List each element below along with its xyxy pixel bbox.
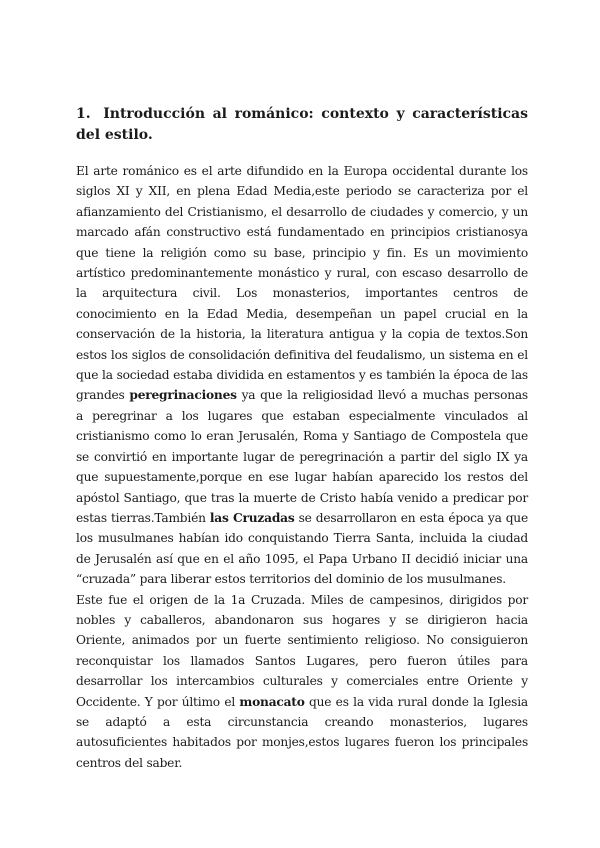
section-title: Introducción al románico: contexto y características del estilo. [76, 106, 528, 143]
bold-term-peregrinaciones: peregrinaciones [129, 388, 237, 403]
paragraph-2 [76, 590, 528, 774]
bold-term-las-cruzadas: las Cruzadas [209, 510, 295, 525]
paragraph-1-text-c: se desarrollaron en esta época ya que los musulmanes habían ido conquistando Tierra Santa, incluida la ciudad de Jerusalén así que en el año 1095, el Papa Urbano II decidió iniciar una “cruzada” para liberar estos territorios del dominio de los musulmanes. [76, 510, 528, 587]
paragraph-2-text-a: Este fue el origen de la 1a Cruzada. Miles de campesinos, dirigidos por nobles y caballeros, abandonaron sus hogares y se dirigieron hacia Oriente, animados por un fuerte sentimiento religioso. No consiguieron reconquistar los llamados Santos Lugares, pero fueron útiles para desarrollar los intercambios culturales y comerciales entre Oriente y Occidente. Y por último el [76, 592, 528, 709]
body-text [76, 161, 528, 773]
paragraph-1 [76, 161, 528, 590]
paragraph-2-text-b: que es la vida rural donde la Iglesia se adaptó a esta circunstancia creando monasterios, lugares autosuficientes habitados por monjes,estos lugares fueron los principales centros del saber. [76, 694, 528, 770]
paragraph-1-text-a: El arte románico es el arte difundido en la Europa occidental durante los siglos XI y XII, en plena Edad Media,este periodo se caracteriza por el afianzamiento del Cristianismo, el desarrollo de ciudades y comercio, y un marcado afán constructivo está fundamentado en principios cristianosya que tiene la religión como su base, principio y fin. Es un movimiento artístico predominantemente monástico y rural, con escaso desarrollo de la arquitectura civil. Los monasterios, importantes centros de conocimiento en la Edad Media, desempeñan un papel crucial en la conservación de la historia, la literatura antigua y la copia de textos.Son estos los siglos de consolidación definitiva del feudalismo, un sistema en el que la sociedad estaba dividida en estamentos y es también la época de las grandes [76, 164, 528, 403]
bold-term-monacato: monacato [239, 694, 305, 709]
section-number: 1. [76, 106, 91, 122]
section-heading [76, 104, 528, 146]
paragraph-1-text-b: ya que la religiosidad llevó a muchas personas a peregrinar a los lugares que estaban especialmente vinculados al cristianismo como lo eran Jerusalén, Roma y Santiago de Compostela que se convirtió en importante lugar de peregrinación a partir del siglo IX ya que supuestamente,porque en ese lugar habían aparecido los restos del apóstol Santiago, que tras la muerte de Cristo había venido a predicar por estas tierras.También [76, 388, 528, 525]
